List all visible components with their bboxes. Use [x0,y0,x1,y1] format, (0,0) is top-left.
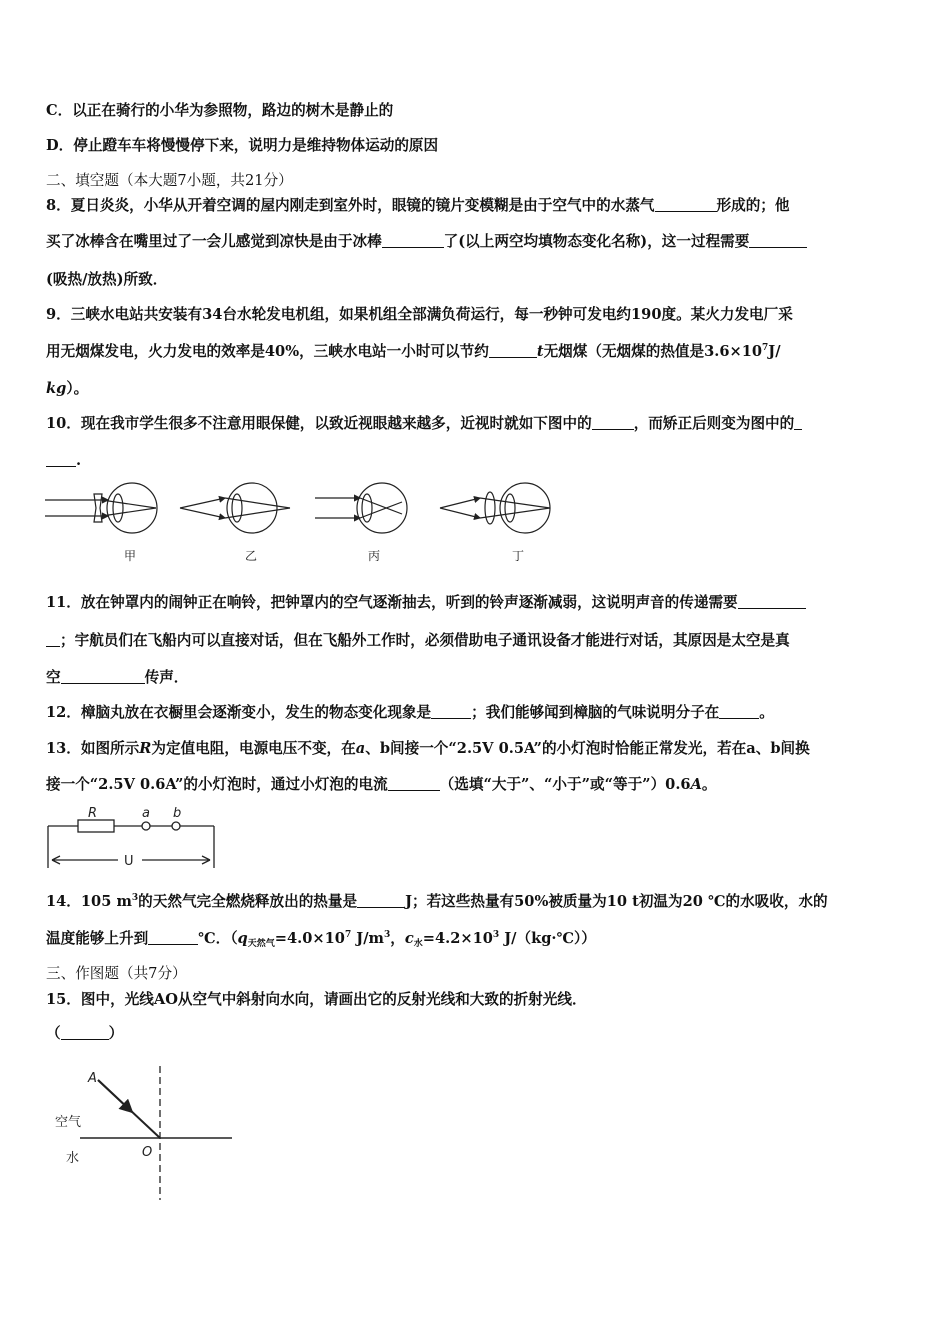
label-a: a [142,806,150,821]
label-r: R [88,806,98,821]
q14-line2: 温度能够上升到 ℃．（$q_{天然气}=4.0\times 10^7$ $J/m^3$，$c_水=4.2\times 10^3$ J/（kg·℃）） [46,930,596,949]
q10-line2: . [46,452,81,470]
eye-label-yi: 乙 [245,549,258,563]
eye-diagram-ding [440,483,550,533]
q14-line1: 14．105 $m^3$的天然气完全燃烧释放出的热量是 J；若这些热量有50%被质量为10 t初温为20 ℃的水吸收，水的 [46,893,828,910]
q8-line1: 8．夏日炎炎，小华从开着空调的屋内刚走到室外时，眼镜的镜片变模糊是由于空气中的水蒸气 形成的；他 [46,197,790,214]
q11-line1: 11．放在钟罩内的闹钟正在响铃，把钟罩内的空气逐渐抽去，听到的铃声逐渐减弱，这说明声音的传递需要 [46,594,806,612]
label-point-a: A [88,1071,97,1086]
q8-line2: 买了冰棒含在嘴里过了一会儿感觉到凉快是由于冰棒 了(以上两空均填物态变化名称)，这一过程需要 [46,233,807,251]
q12-line: 12．樟脑丸放在衣橱里会逐渐变小，发生的物态变化现象是 ；我们能够闻到樟脑的气味说明分子在 。 [46,704,774,721]
q9-line3: kg）。 [46,380,89,397]
q11-line3: 空 传声． [46,669,189,686]
terminal-a [142,822,150,830]
circuit-figure [42,804,222,874]
q15-line: 15．图中，光线AO从空气中斜射向水向，请画出它的反射光线和大致的折射光线． [46,991,587,1008]
eye-label-jia: 甲 [124,549,137,563]
eye-diagrams-figure [40,478,570,568]
light-refraction-figure [50,1060,240,1205]
label-b: b [173,806,182,821]
q9-line1: 9．三峡水电站共安装有34台水轮发电机组，如果机组全部满负荷运行，每一秒钟可发电约190度。某火力发电厂采 [46,306,793,323]
option-d: D．停止蹬车车将慢慢停下来，说明力是维持物体运动的原因 [46,137,439,154]
label-air: 空气 [55,1115,82,1130]
eye-diagram-jia [45,483,157,533]
eye-diagram-bing [315,483,407,533]
eye-label-bing: 丙 [368,549,381,563]
terminal-b [172,822,180,830]
q11-line2: ；宇航员们在飞船内可以直接对话，但在飞船外工作时，必须借助电子通讯设备才能进行对话，其原因是太空是真 [46,632,790,650]
eye-label-ding: 丁 [512,549,525,563]
section-3-heading: 三、作图题（共7分） [46,965,187,982]
section-2-heading: 二、填空题（本大题7小题，共21分） [46,172,293,189]
eye-diagram-yi [180,483,290,533]
q13-line2: 接一个“2.5V 0.6A”的小灯泡时，通过小灯泡的电流 （选填“大于”、“小于”或“等于”）0.6A。 [46,776,717,793]
q15-answer-blank: （ ） [46,1025,124,1042]
q13-line1: 13．如图所示R为定值电阻，电源电压不变，在a、b间接一个“2.5V 0.5A”的小灯泡时恰能正常发光，若在a、b间换 [46,740,810,757]
q10-line1: 10．现在我市学生很多不注意用眼保健，以致近视眼越来越多，近视时就如下图中的 ，而矫正后则变为图中的 [46,415,802,433]
q8-line3: (吸热/放热)所致． [46,271,168,288]
option-c: C．以正在骑行的小华为参照物，路边的树木是静止的 [46,102,394,119]
resistor-r [78,820,114,832]
label-u: U [124,854,134,869]
q9-line2: 用无烟煤发电，火力发电的效率是40%，三峡水电站一小时可以节约 t无烟煤（无烟煤的热值是$3.6\times 10^7J/$ [46,343,781,360]
label-water: 水 [66,1151,80,1166]
label-point-o: O [142,1145,153,1160]
